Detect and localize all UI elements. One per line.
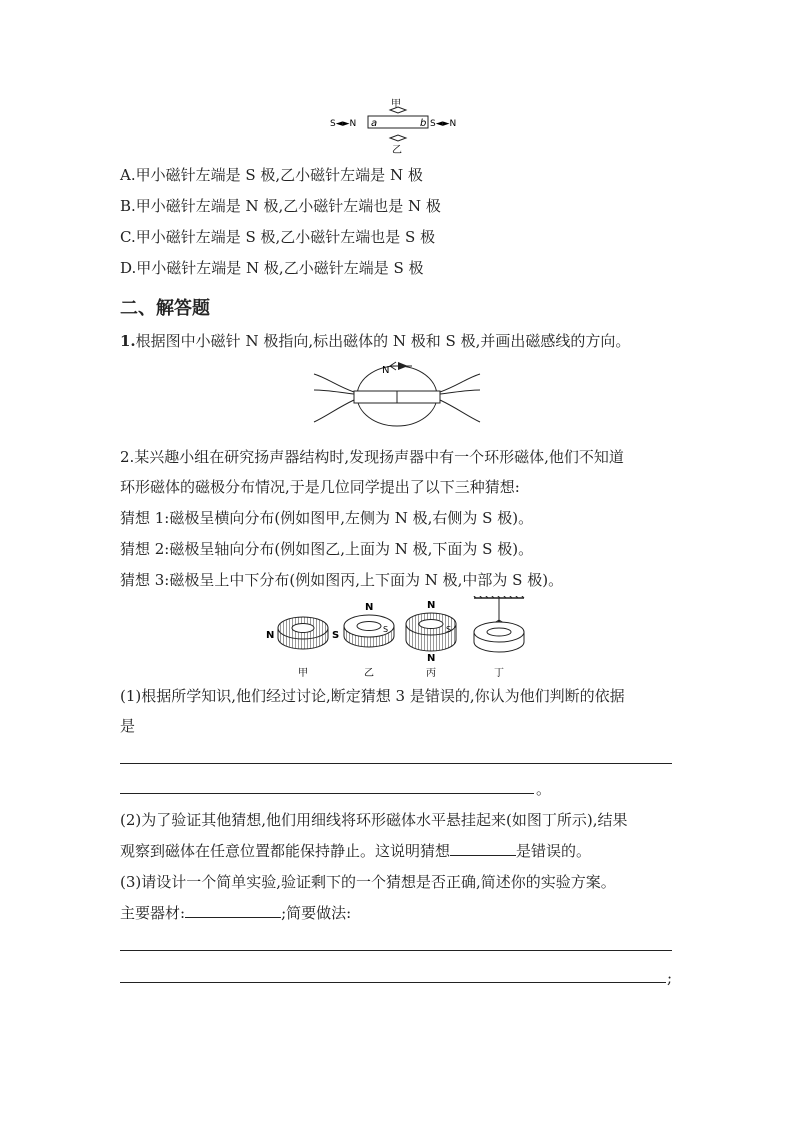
bing-n-top: N [427, 600, 436, 611]
q2-line2: 环形磁体的磁极分布情况,于是几位同学提出了以下三种猜想: [120, 478, 520, 496]
field-line-bottom-left [314, 400, 354, 422]
figure-field-lines [312, 356, 482, 428]
answer-line-3[interactable] [120, 950, 672, 951]
q2-sub1-line2: 是 [120, 717, 136, 735]
sub2-text-a: 观察到磁体在任意位置都能保持静止。这说明猜想 [120, 842, 451, 860]
option-c: C.甲小磁针左端是 S 极,乙小磁针左端也是 S 极 [120, 228, 436, 246]
figure-bar-magnet-needles [328, 96, 468, 158]
cap-ding: 丁 [494, 668, 504, 679]
q2-sub2-line1: (2)为了验证其他猜想,他们用细线将环形磁体水平悬挂起来(如图丁所示),结果 [120, 811, 628, 829]
cap-jia: 甲 [298, 668, 308, 679]
field-line-mid-left [314, 390, 354, 394]
ring-jia [278, 617, 328, 649]
q1-fig-n: N [382, 365, 390, 376]
cap-yi: 乙 [364, 668, 374, 679]
bing-n-bottom: N [427, 653, 436, 664]
sub3-method-label: ;简要做法: [281, 904, 352, 922]
jia-s: S [332, 630, 340, 641]
sub2-text-b: 是错误的。 [516, 842, 592, 860]
label-yi-bottom: 乙 [392, 145, 402, 156]
needle-bottom-icon [390, 135, 406, 141]
jia-n: N [266, 630, 275, 641]
cap-bing: 丙 [426, 668, 436, 679]
q2-sub3-line1: (3)请设计一个简单实验,验证剩下的一个猜想是否正确,简述你的实验方案。 [120, 873, 616, 891]
q2-guess1: 猜想 1:磁极呈横向分布(例如图甲,左侧为 N 极,右侧为 S 极)。 [120, 509, 534, 527]
sub3-equipment-label: 主要器材: [120, 904, 186, 922]
answer-line-1[interactable] [120, 763, 672, 764]
field-line-top-right [440, 374, 480, 392]
label-a: a [371, 118, 378, 129]
q1-body: 根据图中小磁针 N 极指向,标出磁体的 N 极和 S 极,并画出磁感线的方向。 [135, 332, 631, 350]
answer-line-2[interactable] [120, 793, 534, 794]
yi-s: S [383, 625, 389, 634]
bar-magnet-right-half [397, 391, 440, 403]
ring-ding-suspended [473, 596, 524, 652]
q1-number: 1. [120, 332, 136, 350]
left-needle: S◄►N [330, 119, 357, 129]
q1-text [120, 331, 630, 351]
label-b: b [420, 118, 427, 129]
option-b: B.甲小磁针左端是 N 极,乙小磁针左端也是 N 极 [120, 197, 441, 215]
q2-line1: 2.某兴趣小组在研究扬声器结构时,发现扬声器中有一个环形磁体,他们不知道 [120, 448, 624, 466]
sub2-blank[interactable] [450, 841, 516, 856]
right-needle: S◄►N [430, 119, 457, 129]
field-line-mid-right [440, 390, 480, 394]
label-jia-top: 甲 [391, 99, 401, 110]
field-line-bottom-right [440, 400, 480, 422]
needle-head-icon [398, 362, 408, 370]
option-a: A.甲小磁针左端是 S 极,乙小磁针左端是 N 极 [120, 166, 423, 184]
section-title: 二、解答题 [120, 298, 210, 319]
sub1-period: 。 [536, 780, 552, 798]
figure-ring-magnets [262, 596, 542, 680]
bing-s: S [446, 625, 452, 634]
q2-sub3-line2 [120, 903, 351, 923]
bar-magnet-left-half [354, 391, 397, 403]
equipment-blank[interactable] [185, 903, 281, 918]
field-line-top-left [314, 374, 354, 392]
q2-guess2: 猜想 2:磁极呈轴向分布(例如图乙,上面为 N 极,下面为 S 极)。 [120, 540, 534, 558]
sub3-semicolon: ; [667, 969, 673, 987]
option-d: D.甲小磁针左端是 N 极,乙小磁针左端是 S 极 [120, 259, 424, 277]
q2-sub1-line1: (1)根据所学知识,他们经过讨论,断定猜想 3 是错误的,你认为他们判断的依据 [120, 687, 625, 705]
yi-n: N [365, 602, 374, 613]
q2-sub2-line2 [120, 841, 591, 861]
answer-line-4[interactable] [120, 982, 666, 983]
q2-guess3: 猜想 3:磁极呈上中下分布(例如图丙,上下面为 N 极,中部为 S 极)。 [120, 571, 564, 589]
